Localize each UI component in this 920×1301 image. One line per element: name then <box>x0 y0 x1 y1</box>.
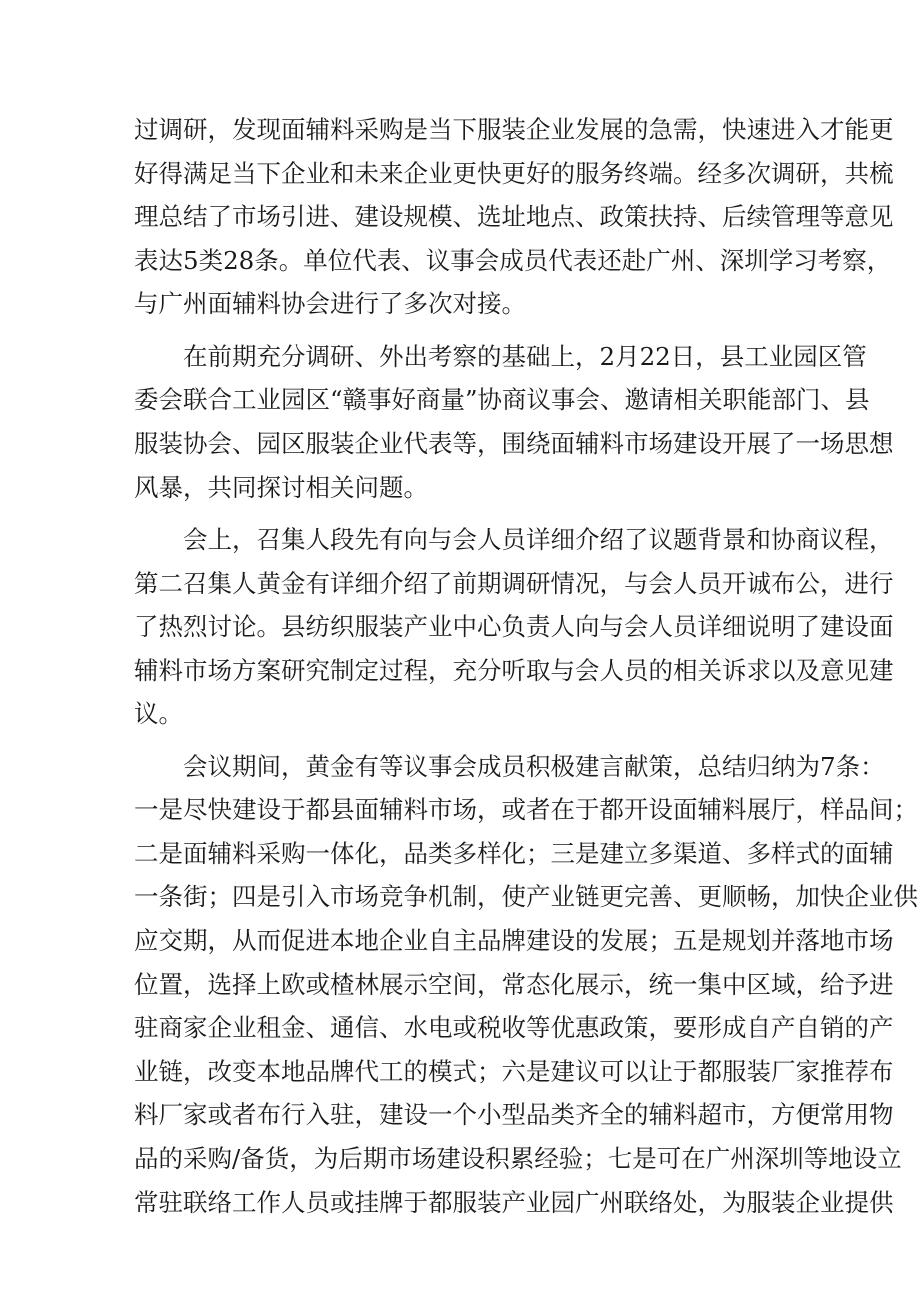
text-line: 一条街；四是引入市场竞争机制，使产业链更完善、更顺畅，加快企业供 <box>134 882 918 912</box>
text-line: 了热烈讨论。县纺织服装产业中心负责人向与会人员详细说明了建设面 <box>134 612 894 642</box>
text-line: 理总结了市场引进、建设规模、选址地点、政策扶持、后续管理等意见 <box>134 202 894 232</box>
text-line: 委会联合工业园区“赣事好商量”协商议事会、邀请相关职能部门、县 <box>134 385 870 415</box>
text-line: 一是尽快建设于都县面辅料市场，或者在于都开设面辅料展厅，样品间； <box>134 795 918 825</box>
text-line: 品的采购/备货，为后期市场建设积累经验；七是可在广州深圳等地设立 <box>134 1144 902 1174</box>
text-line: 服装协会、园区服装企业代表等，围绕面辅料市场建设开展了一场思想 <box>134 428 894 458</box>
text-line: 好得满足当下企业和未来企业更快更好的服务终端。经多次调研，共梳 <box>134 158 894 188</box>
text-line: 驻商家企业租金、通信、水电或税收等优惠政策，要形成自产自销的产 <box>134 1013 894 1043</box>
text-line: 表达5类28条。单位代表、议事会成员代表还赴广州、深圳学习考察， <box>134 245 892 275</box>
text-line: 业链，改变本地品牌代工的模式；六是建议可以让于都服装厂家推荐布 <box>134 1056 894 1086</box>
text-line: 应交期，从而促进本地企业自主品牌建设的发展；五是规划并落地市场 <box>134 926 894 956</box>
text-line: 风暴，共同探讨相关问题。 <box>134 472 428 502</box>
text-line: 与广州面辅料协会进行了多次对接。 <box>134 289 526 319</box>
document-body <box>134 108 918 1233</box>
text-line: 议。 <box>134 699 183 729</box>
text-line: 会议期间，黄金有等议事会成员积极建言献策，总结归纳为7条： <box>183 751 885 781</box>
paragraph-4 <box>134 745 918 1225</box>
text-line: 二是面辅料采购一体化，品类多样化；三是建立多渠道、多样式的面辅 <box>134 838 894 868</box>
paragraph-2 <box>134 335 894 509</box>
text-line: 会上，召集人段先有向与会人员详细介绍了议题背景和协商议程， <box>183 524 894 554</box>
text-line: 辅料市场方案研究制定过程，充分听取与会人员的相关诉求以及意见建 <box>134 655 894 685</box>
text-line: 在前期充分调研、外出考察的基础上，2月22日，县工业园区管 <box>183 341 867 371</box>
text-line: 第二召集人黄金有详细介绍了前期调研情况，与会人员开诚布公，进行 <box>134 568 894 598</box>
text-line: 常驻联络工作人员或挂牌于都服装产业园广州联络处，为服装企业提供 <box>134 1187 894 1217</box>
text-line: 位置，选择上欧或楂林展示空间，常态化展示，统一集中区域，给予进 <box>134 969 894 999</box>
paragraph-3 <box>134 518 894 736</box>
paragraph-1 <box>134 108 894 326</box>
text-line: 过调研，发现面辅料采购是当下服装企业发展的急需，快速进入才能更 <box>134 115 894 144</box>
text-line: 料厂家或者布行入驻，建设一个小型品类齐全的辅料超市，方便常用物 <box>134 1100 894 1130</box>
